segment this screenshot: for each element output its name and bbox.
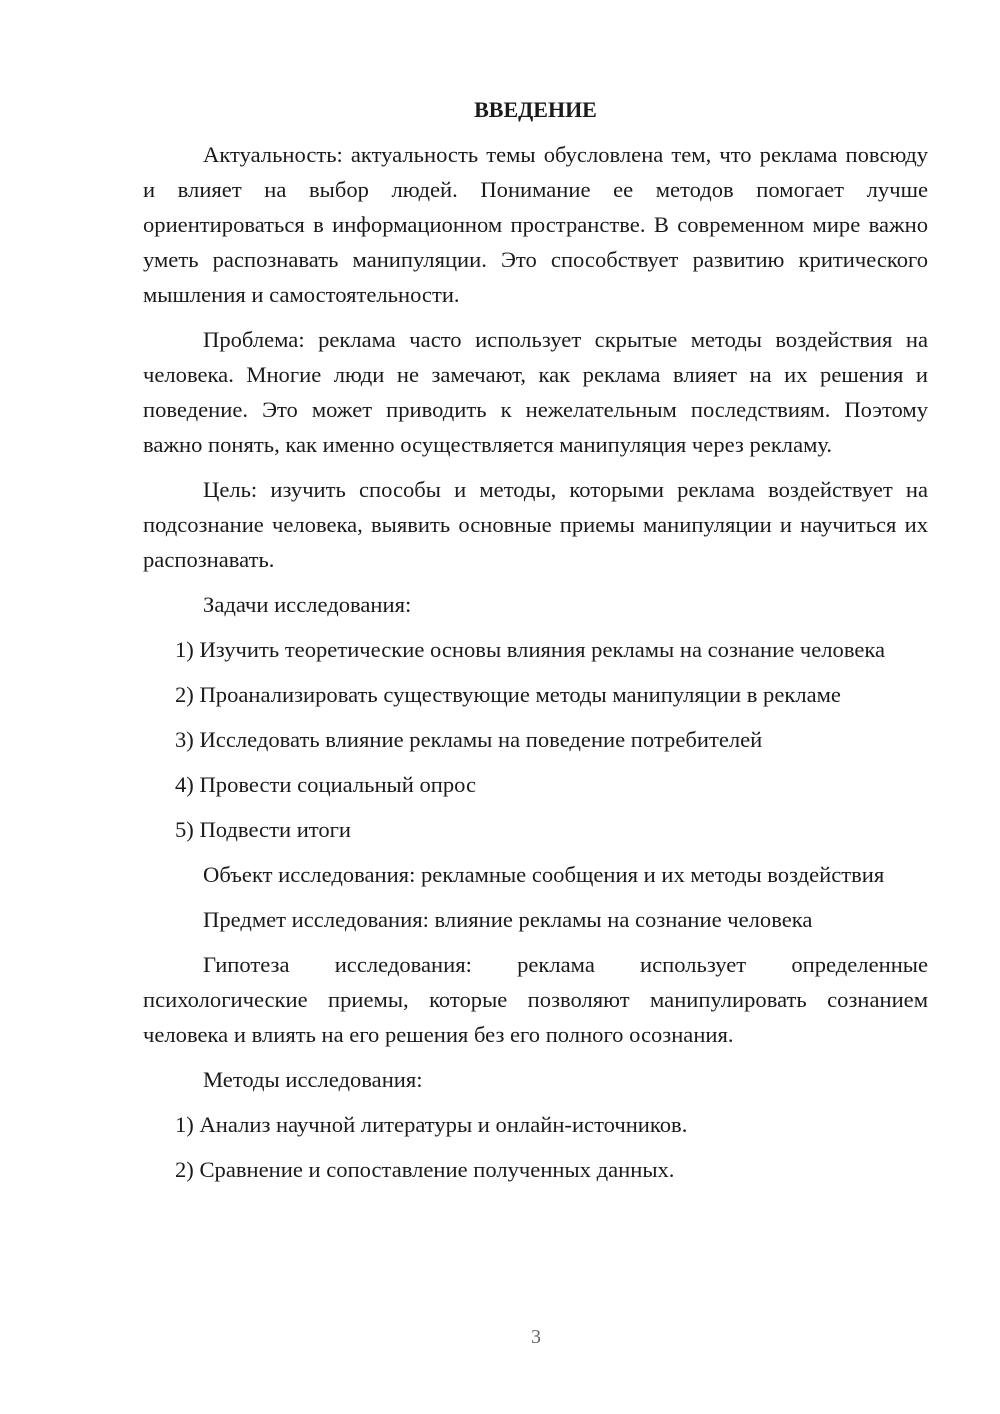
task-item-5: 5) Подвести итоги: [175, 817, 352, 842]
problem-paragraph: Проблема: реклама часто использует скрытые методы воздействия на человека. Многие люди не замечают, как реклама влияет на их решения и поведение. Это может приводить к нежелательным последствиям. Поэтому важно понять, как именно осуществляется манипуляция через рекламу.: [143, 327, 928, 457]
method-item-1: 1) Анализ научной литературы и онлайн-источников.: [175, 1112, 688, 1137]
task-item-3: 3) Исследовать влияние рекламы на поведение потребителей: [175, 727, 763, 752]
object-paragraph: Объект исследования: рекламные сообщения и их методы воздействия: [203, 862, 885, 887]
relevance-paragraph: Актуальность: актуальность темы обусловлена тем, что реклама повсюду и влияет на выбор людей. Понимание ее методов помогает лучше ориентироваться в информационном пространстве. В современном мире важно уметь распознавать манипуляции. Это способствует развитию критического мышления и самостоятельности.: [143, 142, 928, 307]
subject-paragraph: Предмет исследования: влияние рекламы на сознание человека: [203, 907, 813, 932]
document-page: [143, 92, 928, 1197]
section-title: ВВЕДЕНИЕ: [474, 97, 597, 122]
hypothesis-paragraph: Гипотеза исследования: реклама использует определенные психологические приемы, которые позволяют манипулировать сознанием человека и влиять на его решения без его полного осознания.: [143, 952, 928, 1047]
task-item-2: 2) Проанализировать существующие методы манипуляции в рекламе: [175, 682, 841, 707]
methods-heading: Методы исследования:: [203, 1067, 423, 1092]
goal-paragraph: Цель: изучить способы и методы, которыми реклама воздействует на подсознание человека, выявить основные приемы манипуляции и научиться их распознавать.: [143, 477, 928, 572]
task-item-1: 1) Изучить теоретические основы влияния рекламы на сознание человека: [175, 637, 886, 662]
tasks-heading: Задачи исследования:: [203, 592, 412, 617]
page-number: 3: [531, 1326, 541, 1348]
task-item-4: 4) Провести социальный опрос: [175, 772, 477, 797]
method-item-2: 2) Сравнение и сопоставление полученных данных.: [175, 1157, 675, 1182]
